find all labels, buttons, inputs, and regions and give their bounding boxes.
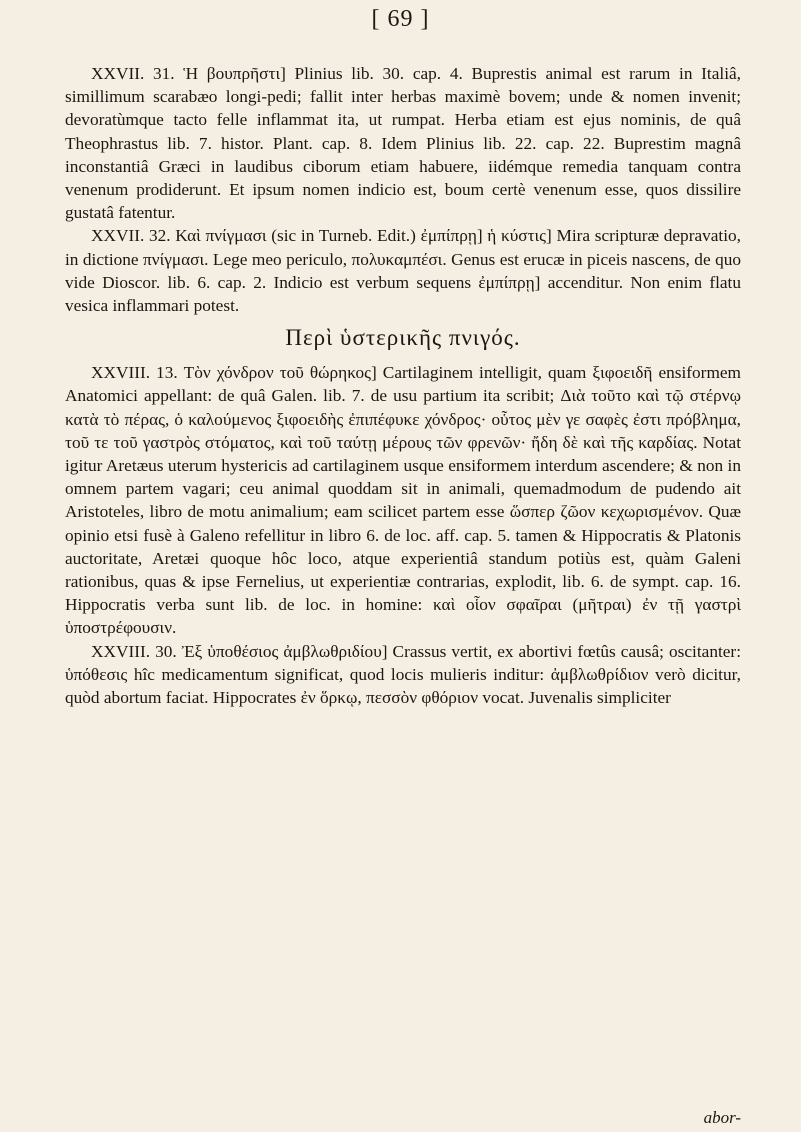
- paragraph-chondron: XXVIII. 13. Τὸν χόνδρον τοῦ θώρηκος] Cartilaginem intelligit, quam ξιφοειδῆ ensiformem Anatomici appellant: de quâ Galen. lib. 7. de usu partium ita scribit; Διὰ τοῦτο καὶ τῷ στέρνῳ κατὰ τὸ πέρας, ὁ καλούμενος ξιφοειδὴς ἐπιπέφυκε χόνδρος· οὗτος μὲν γε σαφὲς ἐστι πρόβλημα, τοῦ τε τοῦ γαστρὸς στόματος, καὶ τοῦ ταύτῃ μέρους τῶν φρενῶν· ἤδη δὲ καὶ τῆς καρδίας. Notat igitur Aretæus uterum hystericis ad cartilaginem usque ensiformem interdum ascendere; & non in omnem partem vagari; ceu animal quoddam sit in animali, quemadmodum de pudendo ait Aristoteles, libro de motu animalium; eam scilicet partem esse ὥσπερ ζῶον κεχωρισμένον. Quæ opinio etsi fusè à Galeno refellitur in libro 6. de loc. aff. cap. 5. tamen & Hippocratis & Platonis auctoritate, Aretæi quoque hôc loco, atque experientiâ standum potiùs est, quàm Galeni rationibus, quas & ipse Fernelius, ut experientiæ contrarias, explodit, lib. 6. de sympt. cap. 16. Hippocratis verba sunt lib. de loc. in homine: καὶ οἷον σφαῖραι (μῆτραι) ἐν τῇ γαστρὶ ὑποστρέφουσιν.: [65, 363, 741, 638]
- paragraph-hypothesios: XXVIII. 30. Ἐξ ὑποθέσιος ἀμβλωθριδίου] Crassus vertit, ex abortivi fœtûs causâ; oscitanter: ὑπόθεσις hîc medicamentum significat, quod locis mulieris inditur: ἀμβλωθρίδιον verò dicitur, quòd abortum faciat. Hippocrates ἐν ὅρκῳ, πεσσὸν φθόριον vocat. Juvenalis simpliciter: [65, 641, 741, 708]
- paragraph-pnigmasi: XXVII. 32. Καὶ πνίγμασι (sic in Turneb. Edit.) ἐμπίπρῃ] ἡ κύστις] Mira scripturæ depravatio, in dictione πνίγμασι. Lege meo periculo, πολυκαμπέσι. Genus est erucæ in piceis nascens, de quo vide Dioscor. lib. 6. cap. 2. Indicio est verbum sequens ἐμπίπρῃ] accenditur. Non enim flatu vesica inflammari potest.: [65, 226, 741, 316]
- paragraph-bupresti: XXVII. 31. Ἡ βουπρῆστι] Plinius lib. 30. cap. 4. Buprestis animal est rarum in Italiâ, simillimum scarabæo longi-pedi; fallit inter herbas maximè bovem; unde & nomen invenit; devoratùmque tacto felle inflammat ita, ut rumpat. Herba etiam est ejus nominis, de quâ Theophrastus lib. 7. histor. Plant. cap. 8. Idem Plinius lib. 22. cap. 22. Buprestim magnâ inconstantiâ Græci in laudibus ciborum etiam habuere, iidémque remedia tanquam contra venenum prodiderunt. Et ipsum nomen indicio est, boum certè venenum esse, quos dissilire gustatâ fatentur.: [65, 64, 741, 223]
- catchword: abor-: [703, 1108, 741, 1127]
- section-heading: Περὶ ὑστερικῆς πνιγός.: [285, 325, 521, 351]
- main-text: [65, 62, 741, 709]
- page-number: [ 69 ]: [371, 6, 430, 32]
